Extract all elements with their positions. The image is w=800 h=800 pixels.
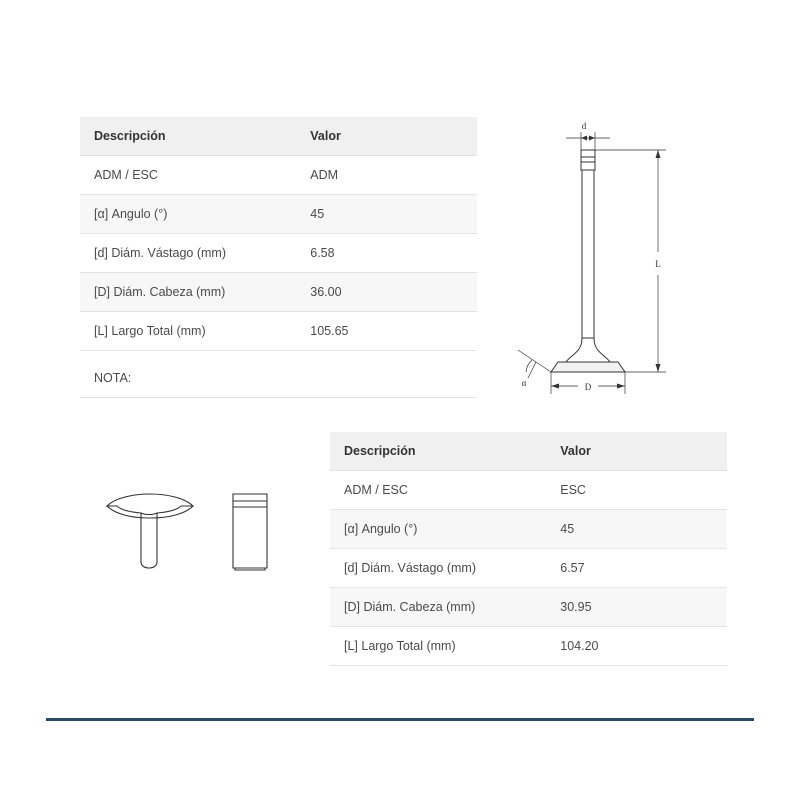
- table-row: [80, 156, 477, 195]
- table-row: [330, 471, 727, 510]
- cell-value: 45: [560, 522, 575, 536]
- cell-value: 105.65: [310, 324, 349, 338]
- cell-value: 104.20: [560, 639, 599, 653]
- cell-value: 30.95: [560, 600, 592, 614]
- cell-value: ESC: [560, 483, 586, 497]
- note-label: NOTA:: [94, 370, 132, 385]
- cell-description: ADM / ESC: [94, 168, 158, 182]
- spec-table-adm: [80, 117, 477, 351]
- dimension-label-L: L: [655, 259, 661, 269]
- table-row: [330, 588, 727, 627]
- cell-value: 6.57: [560, 561, 585, 575]
- table-header-row: [330, 432, 727, 471]
- cell-value: ADM: [310, 168, 339, 182]
- cell-description: [D] Diám. Cabeza (mm): [344, 600, 476, 614]
- table-row: [330, 627, 727, 666]
- table-row: [330, 549, 727, 588]
- cell-value: 6.58: [310, 246, 335, 260]
- table-row: [80, 273, 477, 312]
- cell-description: ADM / ESC: [344, 483, 408, 497]
- dimension-label-D: D: [584, 382, 592, 392]
- cell-value: 36.00: [310, 285, 342, 299]
- table-row: [80, 234, 477, 273]
- cell-description: [L] Largo Total (mm): [344, 639, 456, 653]
- column-header-descripcion: Descripción: [344, 444, 416, 458]
- valve-technical-drawing: [498, 110, 738, 400]
- cell-value: 45: [310, 207, 325, 221]
- small-parts-drawing: [95, 470, 305, 600]
- dimension-label-alpha: α: [521, 378, 527, 388]
- cell-description: [D] Diám. Cabeza (mm): [94, 285, 226, 299]
- column-header-valor: Valor: [560, 444, 591, 458]
- table-row: [80, 312, 477, 351]
- spec-table-esc: [330, 432, 727, 666]
- valve-guide-part-drawing: [233, 494, 267, 570]
- note-row: [80, 358, 477, 398]
- cell-description: [d] Diám. Vástago (mm): [344, 561, 476, 575]
- footer-rule: [46, 718, 754, 721]
- cell-description: [d] Diám. Vástago (mm): [94, 246, 226, 260]
- table-row: [80, 195, 477, 234]
- cell-description: [α] Angulo (°): [94, 207, 168, 221]
- dimension-label-d: d: [581, 121, 587, 131]
- column-header-descripcion: Descripción: [94, 129, 166, 143]
- cell-description: [α] Angulo (°): [344, 522, 418, 536]
- column-header-valor: Valor: [310, 129, 341, 143]
- table-row: [330, 510, 727, 549]
- retainer-part-drawing: [107, 494, 193, 568]
- table-header-row: [80, 117, 477, 156]
- cell-description: [L] Largo Total (mm): [94, 324, 206, 338]
